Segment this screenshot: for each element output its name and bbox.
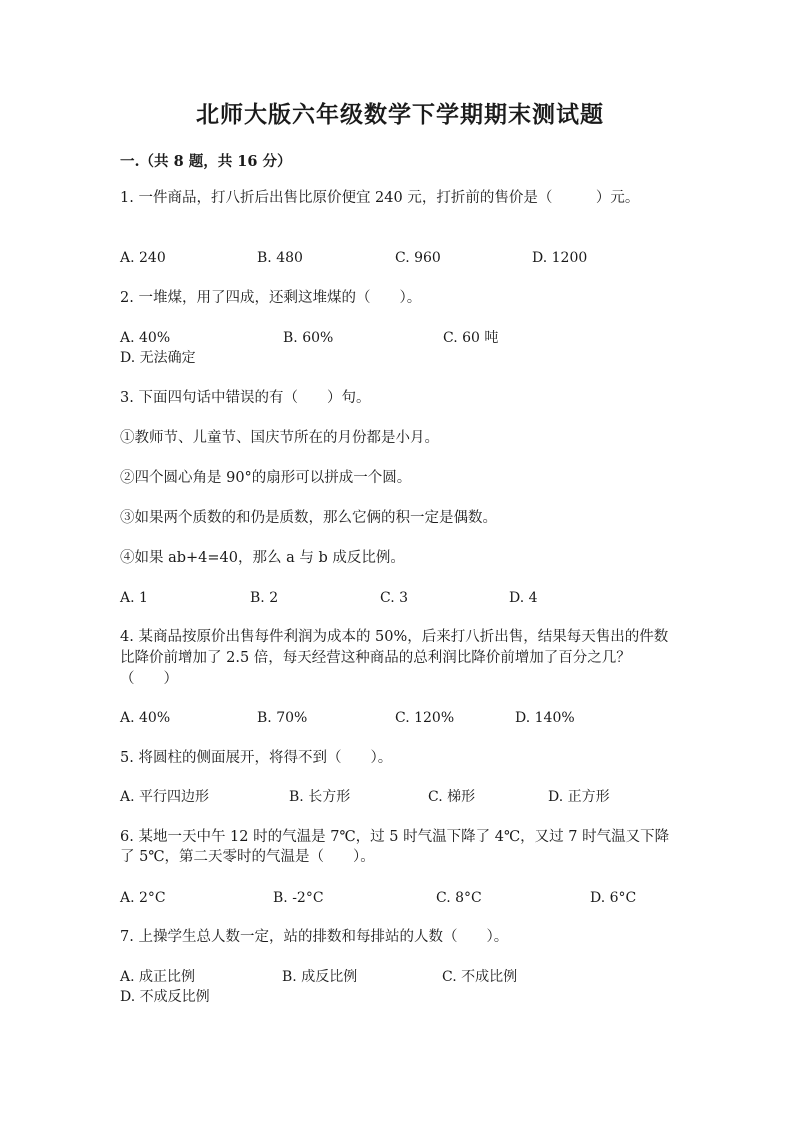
q3-statement-3: ③如果两个质数的和仍是质数，那么它俩的积一定是偶数。: [120, 510, 497, 526]
q3-option-b: B. 2: [250, 590, 279, 606]
q4-option-b: B. 70%: [257, 710, 308, 726]
q3-statement-1: ①教师节、儿童节、国庆节所在的月份都是小月。: [120, 430, 439, 446]
q4-option-c: C. 120%: [395, 710, 455, 726]
q2-option-c: C. 60 吨: [443, 330, 499, 346]
q5-option-c: C. 梯形: [428, 789, 476, 805]
q3-option-c: C. 3: [380, 590, 409, 606]
question-3-stem: 3. 下面四句话中错误的有（ ）句。: [120, 390, 371, 406]
q6-option-c: C. 8°C: [436, 890, 482, 906]
q3-option-a: A. 1: [120, 590, 148, 606]
q3-option-d: D. 4: [509, 590, 538, 606]
q1-option-d: D. 1200: [532, 250, 588, 266]
q1-option-c: C. 960: [395, 250, 441, 266]
page-title: 北师大版六年级数学下学期期末测试题: [196, 101, 604, 128]
q6-option-d: D. 6°C: [590, 890, 637, 906]
question-6-stem: 6. 某地一天中午 12 时的气温是 7℃，过 5 时气温下降了 4℃，又过 7 时气温又下降了 5℃，第二天零时的气温是（ ）。: [120, 829, 670, 865]
q5-option-d: D. 正方形: [548, 789, 610, 805]
question-7-stem: 7. 上操学生总人数一定，站的排数和每排站的人数（ ）。: [120, 929, 509, 945]
q5-option-b: B. 长方形: [289, 789, 351, 805]
q2-option-a: A. 40%: [120, 330, 171, 346]
q7-option-d: D. 不成反比例: [120, 989, 210, 1005]
q6-option-a: A. 2°C: [120, 890, 166, 906]
q2-option-d: D. 无法确定: [120, 350, 196, 366]
q7-option-c: C. 不成比例: [442, 969, 518, 985]
q6-option-b: B. -2°C: [273, 890, 324, 906]
section-heading: 一.（共 8 题，共 16 分）: [120, 153, 292, 170]
q3-statement-4: ④如果 ab+4=40，那么 a 与 b 成反比例。: [120, 550, 405, 566]
q7-option-a: A. 成正比例: [120, 969, 196, 985]
question-2-stem: 2. 一堆煤，用了四成，还剩这堆煤的（ ）。: [120, 290, 422, 306]
q7-options: [120, 967, 680, 1007]
q3-statement-2: ②四个圆心角是 90°的扇形可以拼成一个圆。: [120, 470, 412, 486]
question-1-stem: 1. 一件商品，打八折后出售比原价便宜 240 元，打折前的售价是（ ）元。: [120, 190, 640, 206]
q2-option-b: B. 60%: [283, 330, 334, 346]
q1-option-a: A. 240: [120, 250, 166, 266]
q7-option-b: B. 成反比例: [282, 969, 358, 985]
q4-option-d: D. 140%: [515, 710, 575, 726]
q4-option-a: A. 40%: [120, 710, 171, 726]
question-5-stem: 5. 将圆柱的侧面展开，将得不到（ ）。: [120, 750, 393, 766]
question-4-stem: 4. 某商品按原价出售每件利润为成本的 50%，后来打八折出售，结果每天售出的件数比降价前增加了 2.5 倍，每天经营这种商品的总利润比降价前增加了百分之几？（ ）: [120, 629, 669, 687]
q5-option-a: A. 平行四边形: [120, 789, 210, 805]
q1-option-b: B. 480: [257, 250, 303, 266]
q2-options: [120, 328, 680, 368]
